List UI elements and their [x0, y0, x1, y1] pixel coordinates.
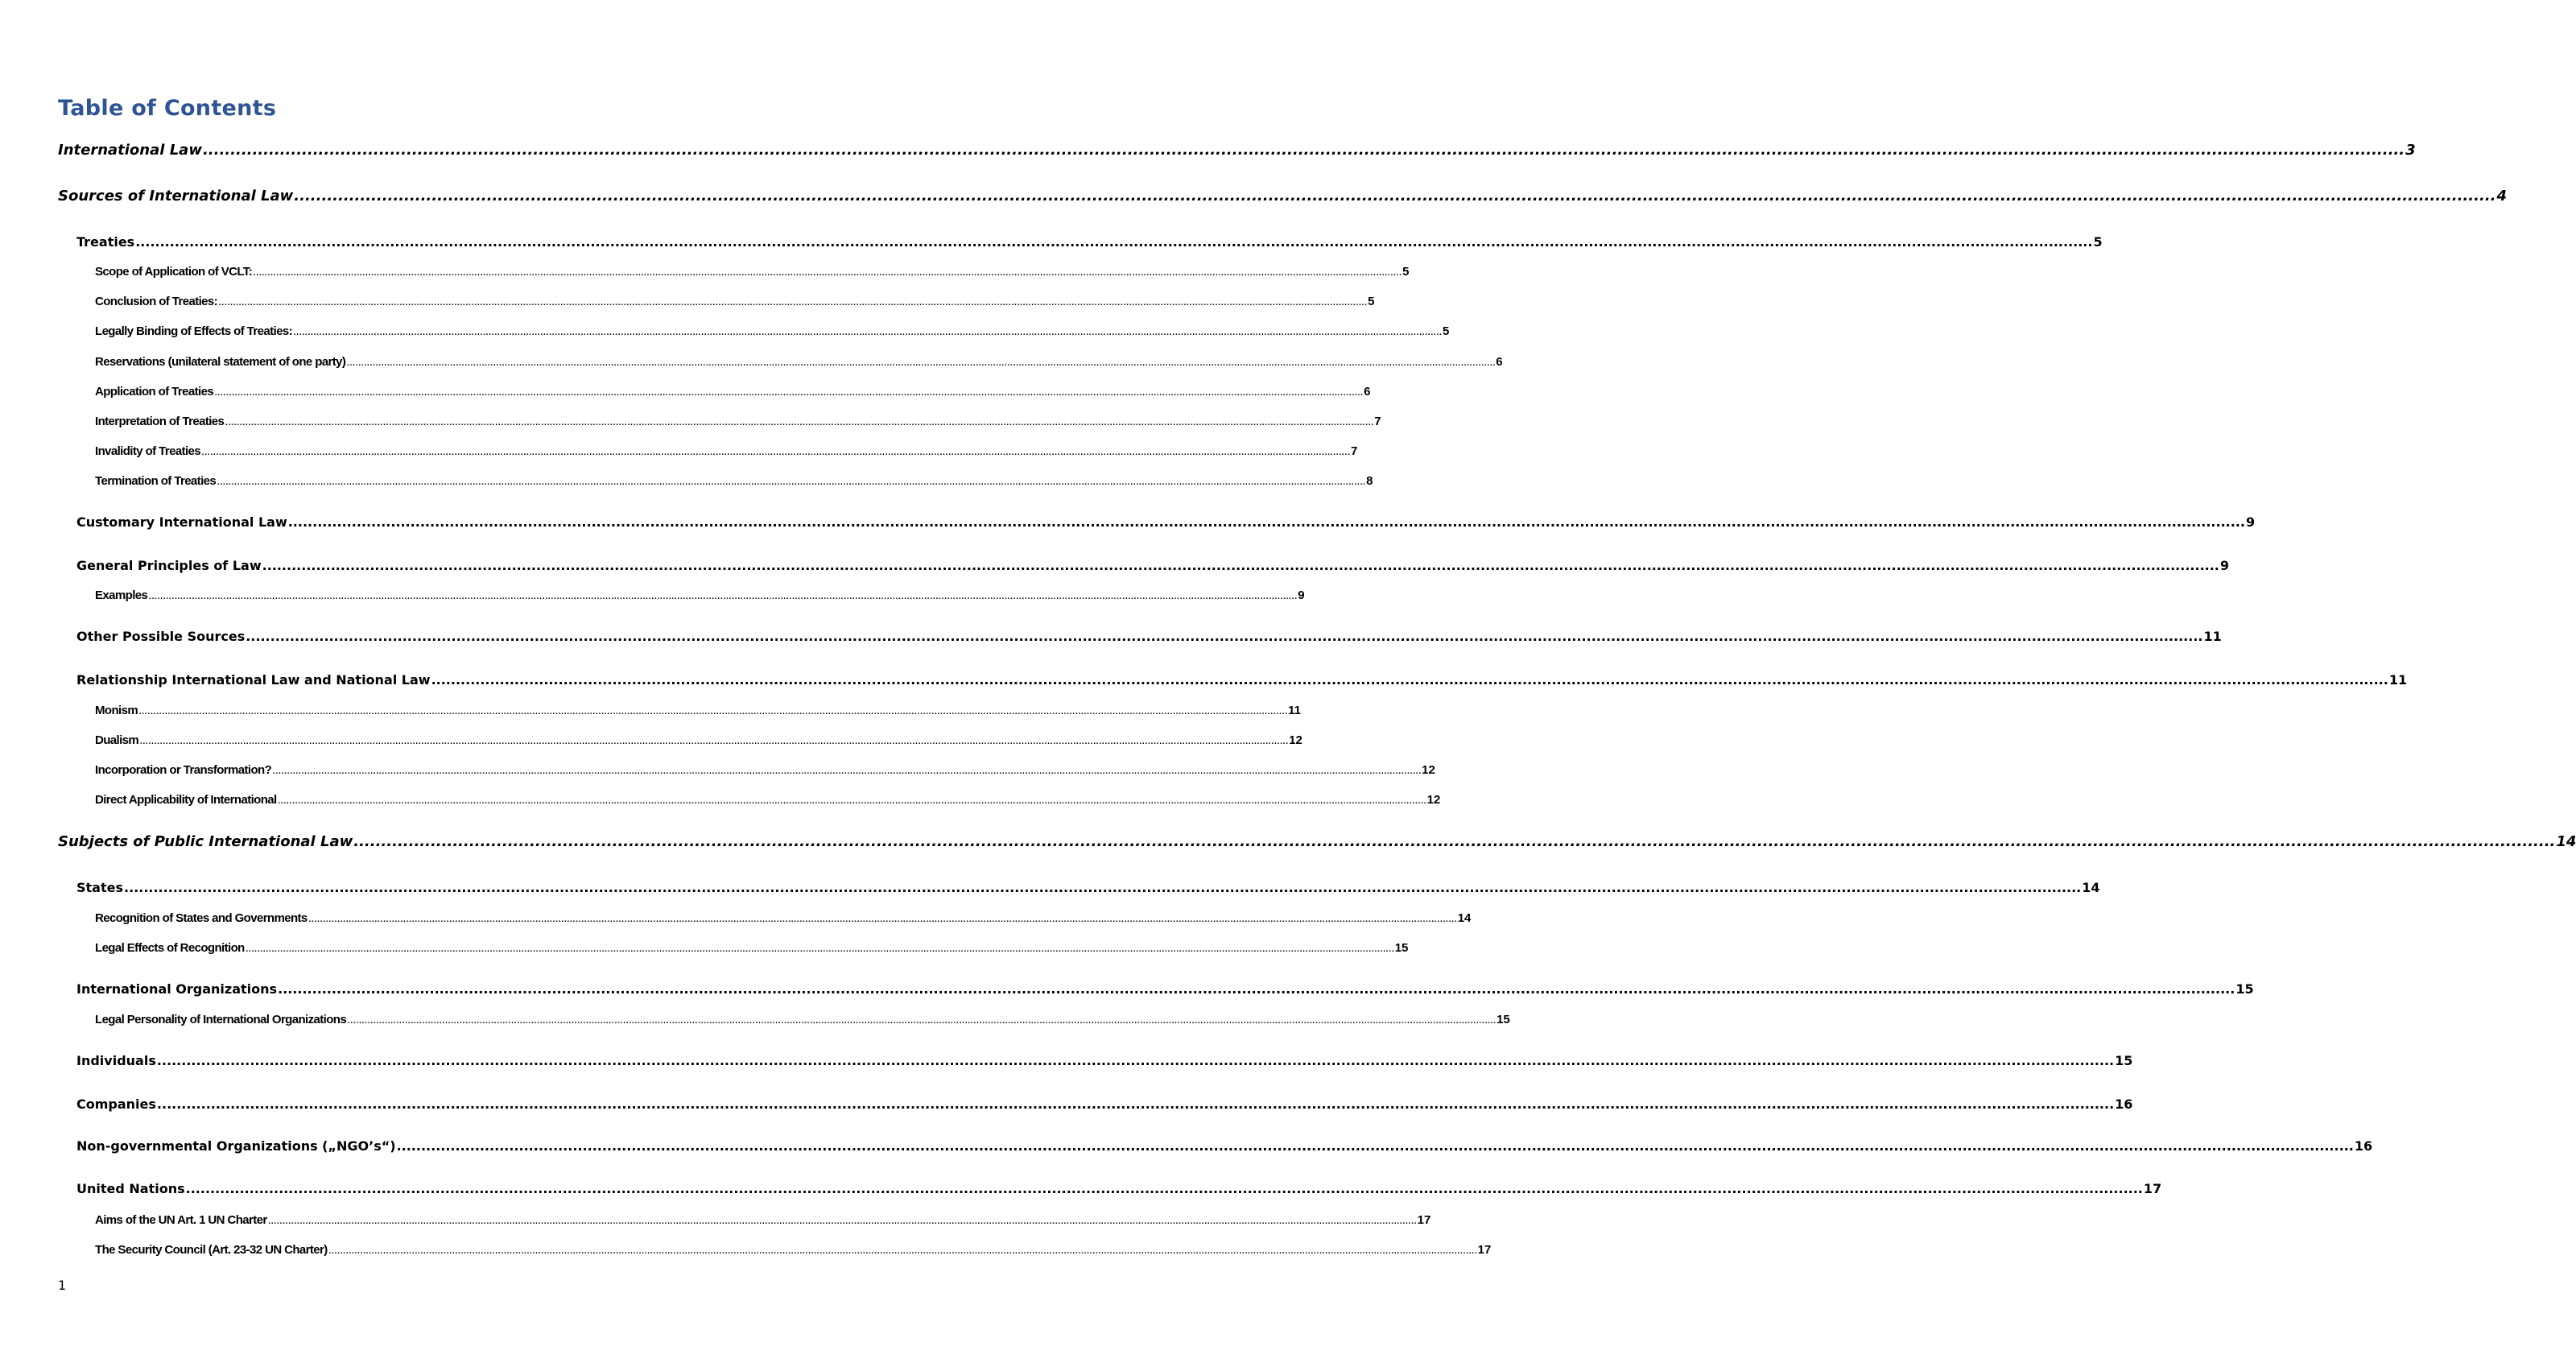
toc-entry[interactable] [76, 1052, 2133, 1070]
toc-entry-label: United Nations [76, 1181, 185, 1196]
toc-entry-label: Incorporation or Transformation? [95, 763, 272, 777]
dot-leader: ................................................................................................................................................................................................................................................................................................................................................................................................................ [353, 833, 2556, 850]
toc-entry-page: 11 [2203, 629, 2222, 644]
toc-entry[interactable] [76, 1096, 2133, 1113]
toc-entry-page: 17 [1477, 1243, 1492, 1257]
toc-entry[interactable] [95, 414, 1381, 430]
toc-entry-label: Monism [95, 704, 138, 717]
toc-entry[interactable] [95, 264, 1410, 280]
page-number: 1 [58, 1278, 67, 1293]
toc-entry[interactable] [95, 294, 1375, 310]
toc-entry[interactable] [95, 1242, 1492, 1258]
dot-leader: ................................................................................................................................................................................................................................................................................................................................................................................................................ [431, 672, 2388, 688]
dot-leader: ................................................................................................................................................................................................................................................................................................................................................................................................................ [278, 981, 2235, 997]
toc-entry-label: Direct Applicability of International [95, 793, 277, 807]
dot-leader: ................................................................................................................................................................................................................................................................................................................................................................................................................ [138, 704, 1288, 717]
toc-entry[interactable] [76, 1180, 2162, 1198]
dot-leader: ................................................................................................................................................................................................................................................................................................................................................................................................................ [262, 558, 2219, 573]
toc-entry-page: 5 [1368, 295, 1375, 308]
dot-leader: ................................................................................................................................................................................................................................................................................................................................................................................................................ [245, 941, 1394, 955]
toc-entry-page: 5 [1442, 324, 1450, 338]
toc-entry-label: Customary International Law [76, 514, 287, 530]
toc-entry-label: International Organizations [76, 981, 278, 997]
toc-entry-page: 8 [1366, 474, 1373, 488]
toc-entry-page: 14 [2556, 833, 2576, 850]
toc-entry-page: 16 [2354, 1138, 2373, 1154]
toc-entry-label: Conclusion of Treaties: [95, 295, 218, 308]
toc-entry-page: 5 [1402, 265, 1410, 279]
dot-leader: ................................................................................................................................................................................................................................................................................................................................................................................................................ [139, 733, 1289, 747]
toc-entry-page: 9 [2219, 558, 2229, 573]
toc-entry-label: Individuals [76, 1053, 156, 1068]
toc-entry-page: 15 [1394, 941, 1409, 955]
toc-entry-page: 5 [2093, 234, 2103, 250]
toc-entry-label: Treaties [76, 234, 135, 250]
dot-leader: ................................................................................................................................................................................................................................................................................................................................................................................................................ [218, 295, 1368, 308]
dot-leader: ................................................................................................................................................................................................................................................................................................................................................................................................................ [294, 188, 2496, 204]
dot-leader: ................................................................................................................................................................................................................................................................................................................................................................................................................ [217, 474, 1366, 488]
toc-entry-label: Subjects of Public International Law [58, 833, 353, 850]
toc-entry-label: Examples [95, 589, 148, 602]
toc-entry[interactable] [95, 792, 1441, 808]
dot-leader: ................................................................................................................................................................................................................................................................................................................................................................................................................ [287, 514, 2245, 530]
dot-leader: ................................................................................................................................................................................................................................................................................................................................................................................................................ [202, 142, 2405, 159]
toc-entry-label: Companies [76, 1096, 156, 1112]
dot-leader: ................................................................................................................................................................................................................................................................................................................................................................................................................ [156, 1096, 2115, 1112]
dot-leader: ................................................................................................................................................................................................................................................................................................................................................................................................................ [148, 589, 1298, 602]
toc-entry-page: 9 [1298, 589, 1305, 602]
dot-leader: ................................................................................................................................................................................................................................................................................................................................................................................................................ [124, 880, 2082, 895]
toc-entry-page: 17 [1417, 1213, 1431, 1227]
toc-entry-page: 16 [2115, 1096, 2133, 1112]
toc-entry[interactable] [76, 557, 2229, 575]
toc-entry[interactable] [95, 324, 1450, 340]
toc-entry-page: 17 [2143, 1181, 2162, 1196]
toc-entry[interactable] [95, 940, 1409, 956]
toc-entry-page: 15 [2235, 981, 2254, 997]
toc-entry[interactable] [58, 141, 2416, 160]
toc-entry-label: International Law [58, 142, 202, 159]
toc-entry-label: Reservations (unilateral statement of one party) [95, 355, 346, 369]
toc-entry[interactable] [95, 473, 1373, 489]
toc-entry[interactable] [76, 1138, 2373, 1155]
toc-entry[interactable] [76, 233, 2103, 251]
toc-entry-label: Legal Personality of International Organizations [95, 1013, 347, 1026]
toc-entry-page: 3 [2405, 142, 2416, 159]
toc-entry[interactable] [95, 1012, 1510, 1028]
page-title: Table of Contents [58, 96, 277, 121]
toc-entry-label: Legal Effects of Recognition [95, 941, 245, 955]
dot-leader: ................................................................................................................................................................................................................................................................................................................................................................................................................ [267, 1213, 1417, 1227]
toc-entry-page: 4 [2496, 188, 2507, 204]
toc-entry-label: Application of Treaties [95, 385, 214, 399]
dot-leader: ................................................................................................................................................................................................................................................................................................................................................................................................................ [135, 234, 2093, 250]
toc-entry[interactable] [95, 703, 1301, 719]
toc-entry[interactable] [76, 981, 2254, 998]
dot-leader: ................................................................................................................................................................................................................................................................................................................................................................................................................ [308, 911, 1457, 925]
toc-entry-label: Non-governmental Organizations („NGO’s“) [76, 1138, 396, 1154]
dot-leader: ................................................................................................................................................................................................................................................................................................................................................................................................................ [292, 324, 1442, 338]
toc-entry-label: Relationship International Law and National Law [76, 672, 431, 688]
toc-entry[interactable] [95, 1212, 1431, 1229]
toc-entry-label: Sources of International Law [58, 188, 294, 204]
toc-entry-page: 6 [1364, 385, 1371, 399]
toc-entry-label: Legally Binding of Effects of Treaties: [95, 324, 292, 338]
dot-leader: ................................................................................................................................................................................................................................................................................................................................................................................................................ [346, 355, 1496, 369]
dot-leader: ................................................................................................................................................................................................................................................................................................................................................................................................................ [253, 265, 1402, 279]
dot-leader: ................................................................................................................................................................................................................................................................................................................................................................................................................ [396, 1138, 2354, 1154]
toc-entry-label: General Principles of Law [76, 558, 262, 573]
dot-leader: ................................................................................................................................................................................................................................................................................................................................................................................................................ [201, 444, 1351, 458]
toc-entry[interactable] [95, 911, 1472, 927]
toc-entry-page: 12 [1289, 733, 1302, 747]
dot-leader: ................................................................................................................................................................................................................................................................................................................................................................................................................ [156, 1053, 2115, 1068]
toc-entry-page: 11 [2388, 672, 2408, 688]
toc-entry[interactable] [95, 384, 1371, 400]
toc-entry[interactable] [95, 354, 1503, 370]
dot-leader: ................................................................................................................................................................................................................................................................................................................................................................................................................ [214, 385, 1364, 399]
toc-entry[interactable] [95, 733, 1302, 749]
toc-entry-page: 15 [2115, 1053, 2133, 1068]
toc-entry-page: 12 [1426, 793, 1441, 807]
toc-entry-page: 14 [2082, 880, 2100, 895]
dot-leader: ................................................................................................................................................................................................................................................................................................................................................................................................................ [347, 1013, 1496, 1026]
toc-entry-page: 6 [1496, 355, 1503, 369]
toc-entry-page: 11 [1288, 704, 1301, 717]
dot-leader: ................................................................................................................................................................................................................................................................................................................................................................................................................ [328, 1243, 1477, 1257]
dot-leader: ................................................................................................................................................................................................................................................................................................................................................................................................................ [272, 763, 1422, 777]
toc-entry-label: Aims of the UN Art. 1 UN Charter [95, 1213, 267, 1227]
toc-entry[interactable] [95, 588, 1305, 604]
toc-entry-page: 7 [1374, 415, 1381, 428]
toc-entry-label: Other Possible Sources [76, 629, 246, 644]
toc-entry-label: Scope of Application of VCLT: [95, 265, 253, 279]
toc-entry-page: 7 [1351, 444, 1358, 458]
toc-entry[interactable] [76, 879, 2100, 897]
toc-entry-page: 9 [2245, 514, 2256, 530]
toc-entry[interactable] [76, 628, 2222, 646]
toc-entry-label: Dualism [95, 733, 139, 747]
toc-entry[interactable] [58, 187, 2507, 206]
toc-entry[interactable] [76, 514, 2256, 531]
toc-entry[interactable] [76, 671, 2408, 689]
toc-entry-label: The Security Council (Art. 23-32 UN Charter) [95, 1243, 328, 1257]
toc-entry-label: Invalidity of Treaties [95, 444, 201, 458]
dot-leader: ................................................................................................................................................................................................................................................................................................................................................................................................................ [246, 629, 2203, 644]
dot-leader: ................................................................................................................................................................................................................................................................................................................................................................................................................ [277, 793, 1426, 807]
dot-leader: ................................................................................................................................................................................................................................................................................................................................................................................................................ [185, 1181, 2143, 1196]
toc-entry[interactable] [95, 444, 1358, 460]
toc-entry-page: 12 [1422, 763, 1435, 777]
dot-leader: ................................................................................................................................................................................................................................................................................................................................................................................................................ [225, 415, 1374, 428]
toc-entry[interactable] [58, 832, 2576, 852]
toc-entry-label: Interpretation of Treaties [95, 415, 225, 428]
toc-entry-label: Termination of Treaties [95, 474, 217, 488]
toc-entry-page: 14 [1457, 911, 1472, 925]
toc-entry-page: 15 [1496, 1013, 1510, 1026]
toc-entry-label: States [76, 880, 123, 895]
toc-entry-label: Recognition of States and Governments [95, 911, 308, 925]
toc-entry[interactable] [95, 762, 1435, 778]
